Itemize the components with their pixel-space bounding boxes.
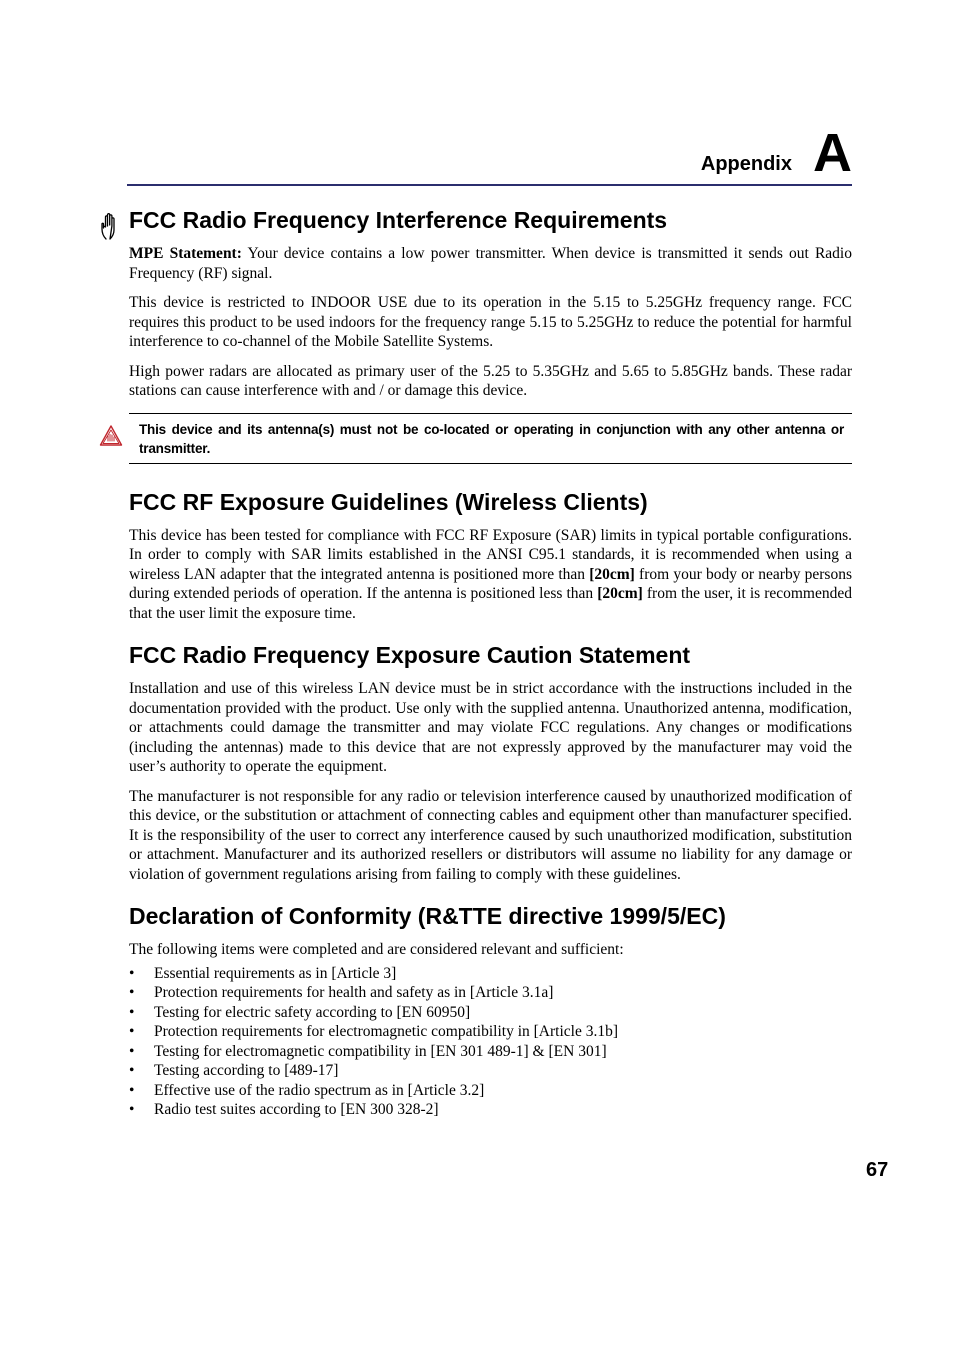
- list-item: • Testing for electric safety according to [EN 60950]: [129, 1003, 852, 1023]
- list-item: • Protection requirements for electromagnetic compatibility in [Article 3.1b]: [129, 1022, 852, 1042]
- list-item: • Protection requirements for health and safety as in [Article 3.1a]: [129, 983, 852, 1003]
- section-title: FCC Radio Frequency Interference Requirements: [129, 207, 668, 233]
- section-caution: [129, 641, 852, 884]
- distance-value: [20cm]: [589, 565, 635, 583]
- mpe-text: Your device contains a low power transmitter. When device is transmitted it sends out Radio Frequency (RF) signal.: [129, 245, 852, 282]
- list-item: • Testing according to [489-17]: [129, 1061, 852, 1081]
- warning-box: [129, 413, 852, 464]
- text-run: from the user, it is recommended that the user limit the exposure time.: [129, 585, 852, 622]
- mpe-label: MPE Statement:: [129, 245, 242, 262]
- warning-triangle-icon: [99, 424, 123, 448]
- hand-stop-icon: [99, 212, 123, 242]
- list-item: • Effective use of the radio spectrum as in [Article 3.2]: [129, 1081, 852, 1101]
- appendix-header: [127, 123, 852, 186]
- conformity-intro: The following items were completed and are considered relevant and sufficient:: [129, 941, 624, 958]
- conformity-list: [129, 964, 852, 1120]
- warning-text: This device and its antenna(s) must not be co-located or operating in conjunction with any other antenna or transmitter.: [139, 421, 844, 456]
- section-conformity: [129, 902, 852, 1120]
- list-item: • Testing for electromagnetic compatibility in [EN 301 489-1] & [EN 301]: [129, 1042, 852, 1062]
- section-rf-exposure: [129, 488, 852, 624]
- rf-exposure-paragraph: [129, 526, 852, 624]
- section-title: FCC Radio Frequency Exposure Caution Statement: [129, 642, 691, 668]
- radar-paragraph: High power radars are allocated as primary user of the 5.25 to 5.35GHz and 5.65 to 5.85GHz bands. These radar stations can cause interference with and / or damage this device.: [129, 362, 852, 399]
- appendix-letter: A: [813, 123, 852, 183]
- indoor-use-paragraph: This device is restricted to INDOOR USE due to its operation in the 5.15 to 5.25GHz frequency range. FCC requires this product to be used indoors for the frequency range 5.15 to 5.25GHz to reduce the potential for harmful interference to co-channel of the Mobile Satellite Systems.: [129, 294, 852, 350]
- caution-paragraph-2: The manufacturer is not responsible for any radio or television interference caused by unauthorized modification of this device, or the substitution or attachment of connecting cables and equipment other than manufacturer specified. It is the responsibility of the user to correct any interference caused by such unauthorized modification, substitution or attachment. Manufacturer and its authorized resellers or distributors will assume no liability for any damage or violation of government regulations arising from failing to comply with these guidelines.: [129, 787, 852, 883]
- appendix-label: Appendix: [700, 153, 792, 175]
- page-content: [129, 206, 852, 1120]
- mpe-statement: [129, 244, 852, 283]
- list-item: • Essential requirements as in [Article 3]: [129, 964, 852, 984]
- section-title: Declaration of Conformity (R&TTE directive 1999/5/EC): [129, 903, 726, 929]
- page-number: 67: [866, 1159, 889, 1181]
- text-run: This device has been tested for compliance with FCC RF Exposure (SAR) limits in typical portable configurations. In order to comply with SAR limits established in the ANSI C95.1 standards, it is recommended when using a wireless LAN adapter that the integrated antenna is positioned more than: [129, 526, 852, 583]
- caution-paragraph-1: Installation and use of this wireless LAN device must be in strict accordance with the instructions included in the documentation provided with the product. Use only with the supplied antenna. Unauthorized antenna, modification, or attachments could damage the transmitter and may violate FCC regulations. Any changes or modifications (including the antennas) made to this device that are not expressly approved by the manufacturer may void the user’s authority to operate the equipment.: [129, 680, 852, 775]
- list-item: • Radio test suites according to [EN 300 328-2]: [129, 1100, 852, 1120]
- distance-value: [20cm]: [597, 585, 643, 602]
- section-fcc-interference: [129, 206, 852, 464]
- section-title: FCC RF Exposure Guidelines (Wireless Clients): [129, 488, 648, 515]
- text-run: from your body or nearby persons during extended periods of operation. If the antenna is positioned less than: [129, 565, 852, 602]
